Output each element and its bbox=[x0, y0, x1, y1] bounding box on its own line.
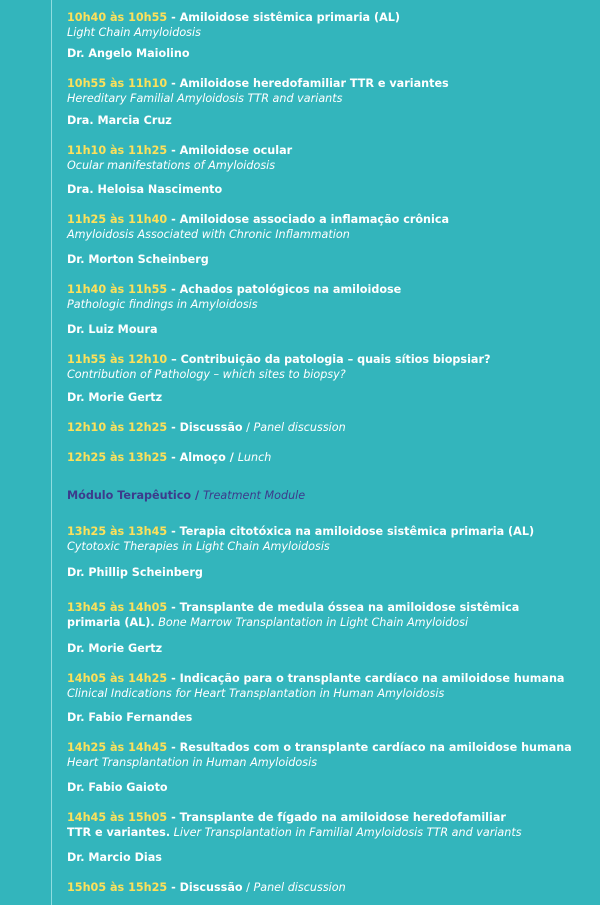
session-title-en: Bone Marrow Transplantation in Light Chain Amyloidosi bbox=[154, 616, 469, 629]
timeline-divider bbox=[51, 0, 52, 905]
session-time: 11h25 às 11h40 bbox=[67, 213, 168, 226]
session-speaker: Dr. Angelo Maiolino bbox=[67, 47, 190, 60]
session-speaker: Dr. Marcio Dias bbox=[67, 851, 162, 864]
break-label-en: Panel discussion bbox=[253, 421, 346, 434]
session-title-en: Light Chain Amyloidosis bbox=[67, 26, 201, 39]
break-label-pt: Discussão bbox=[179, 421, 243, 434]
session-title-pt: Resultados com o transplante cardíaco na amiloidose humana bbox=[179, 741, 572, 754]
session-title-pt: Transplante de medula óssea na amiloidose sistêmica bbox=[179, 601, 520, 614]
session-time: 11h40 às 11h55 bbox=[67, 283, 168, 296]
break-label-pt: Discussão bbox=[179, 881, 243, 894]
module-heading: Módulo Terapêutico / Treatment Module bbox=[67, 489, 306, 502]
session-title: 13h25 às 13h45 - Terapia citotóxica na amiloidose sistêmica primaria (AL) bbox=[67, 525, 535, 538]
session-time: 10h40 às 10h55 bbox=[67, 11, 168, 24]
session-title: 14h45 às 15h05 - Transplante de fígado na amiloidose heredofamiliar bbox=[67, 811, 506, 824]
module-label-en: Treatment Module bbox=[202, 489, 306, 502]
break-time: 15h05 às 15h25 bbox=[67, 881, 168, 894]
session-title: 14h05 às 14h25 - Indicação para o transplante cardíaco na amiloidose humana bbox=[67, 672, 565, 685]
session-title: 11h10 às 11h25 - Amiloidose ocular bbox=[67, 144, 293, 157]
session-title-pt: Amiloidose ocular bbox=[179, 144, 293, 157]
session-speaker: Dr. Fabio Gaioto bbox=[67, 781, 168, 794]
session-time: 13h25 às 13h45 bbox=[67, 525, 168, 538]
session-speaker: Dr. Morie Gertz bbox=[67, 391, 163, 404]
session-title-en: Amyloidosis Associated with Chronic Inflammation bbox=[67, 228, 350, 241]
session-title-en: Heart Transplantation in Human Amyloidosis bbox=[67, 756, 318, 769]
session-title-en: Hereditary Familial Amyloidosis TTR and variants bbox=[67, 92, 343, 105]
session-title-cont bbox=[67, 825, 592, 840]
session-time: 11h55 às 12h10 bbox=[67, 353, 168, 366]
session-title-en: Cytotoxic Therapies in Light Chain Amyloidosis bbox=[67, 540, 330, 553]
session-title-pt: Amiloidose heredofamiliar TTR e variantes bbox=[179, 77, 449, 90]
session-title-pt: Contribuição da patologia – quais sítios biopsiar? bbox=[180, 353, 491, 366]
session-title-en: Clinical Indications for Heart Transplantation in Human Amyloidosis bbox=[67, 687, 445, 700]
session-title-pt: Indicação para o transplante cardíaco na amiloidose humana bbox=[179, 672, 565, 685]
session-speaker: Dr. Morie Gertz bbox=[67, 642, 163, 655]
break-item: 12h25 às 13h25 - Almoço / Lunch bbox=[67, 451, 272, 464]
session-time: 14h45 às 15h05 bbox=[67, 811, 168, 824]
break-label-pt: Almoço bbox=[179, 451, 226, 464]
session-title: 11h40 às 11h55 - Achados patológicos na amiloidose bbox=[67, 283, 402, 296]
session-time: 13h45 às 14h05 bbox=[67, 601, 168, 614]
session-title-pt: Transplante de fígado na amiloidose heredofamiliar bbox=[179, 811, 506, 824]
break-time: 12h25 às 13h25 bbox=[67, 451, 168, 464]
break-label-en: Lunch bbox=[237, 451, 272, 464]
session-title-en: Liver Transplantation in Familial Amyloidosis TTR and variants bbox=[170, 826, 522, 839]
session-speaker: Dra. Heloisa Nascimento bbox=[67, 183, 223, 196]
session-title: 10h40 às 10h55 - Amiloidose sistêmica primaria (AL) bbox=[67, 11, 401, 24]
session-speaker: Dr. Morton Scheinberg bbox=[67, 253, 209, 266]
session-title-pt: Amiloidose sistêmica primaria (AL) bbox=[179, 11, 401, 24]
session-title: 11h55 às 12h10 – Contribuição da patologia – quais sítios biopsiar? bbox=[67, 353, 491, 366]
session-time: 14h05 às 14h25 bbox=[67, 672, 168, 685]
session-speaker: Dr. Fabio Fernandes bbox=[67, 711, 193, 724]
session-title: 11h25 às 11h40 - Amiloidose associado a inflamação crônica bbox=[67, 213, 450, 226]
session-title-cont bbox=[67, 615, 592, 630]
session-speaker: Dr. Phillip Scheinberg bbox=[67, 566, 203, 579]
session-title: 14h25 às 14h45 - Resultados com o transplante cardíaco na amiloidose humana bbox=[67, 741, 572, 754]
session-time: 10h55 às 11h10 bbox=[67, 77, 168, 90]
break-time: 12h10 às 12h25 bbox=[67, 421, 168, 434]
break-item: 15h05 às 15h25 - Discussão / Panel discussion bbox=[67, 881, 346, 894]
break-item: 12h10 às 12h25 - Discussão / Panel discussion bbox=[67, 421, 346, 434]
session-title-pt: Achados patológicos na amiloidose bbox=[179, 283, 402, 296]
session-time: 14h25 às 14h45 bbox=[67, 741, 168, 754]
session-title-pt-cont: TTR e variantes. bbox=[67, 826, 171, 839]
module-label-pt: Módulo Terapêutico bbox=[67, 489, 192, 502]
session-time: 11h10 às 11h25 bbox=[67, 144, 168, 157]
session-title-pt: Terapia citotóxica na amiloidose sistêmica primaria (AL) bbox=[179, 525, 535, 538]
session-title-pt: Amiloidose associado a inflamação crônica bbox=[179, 213, 450, 226]
session-speaker: Dr. Luiz Moura bbox=[67, 323, 158, 336]
session-title-pt-cont: primaria (AL). bbox=[67, 616, 155, 629]
break-label-en: Panel discussion bbox=[253, 881, 346, 894]
session-title: 13h45 às 14h05 - Transplante de medula óssea na amiloidose sistêmica bbox=[67, 601, 520, 614]
session-title: 10h55 às 11h10 - Amiloidose heredofamiliar TTR e variantes bbox=[67, 77, 449, 90]
session-speaker: Dra. Marcia Cruz bbox=[67, 114, 172, 127]
session-title-en: Pathologic findings in Amyloidosis bbox=[67, 298, 258, 311]
session-title-en: Ocular manifestations of Amyloidosis bbox=[67, 159, 276, 172]
session-title-en: Contribution of Pathology – which sites to biopsy? bbox=[67, 368, 346, 381]
